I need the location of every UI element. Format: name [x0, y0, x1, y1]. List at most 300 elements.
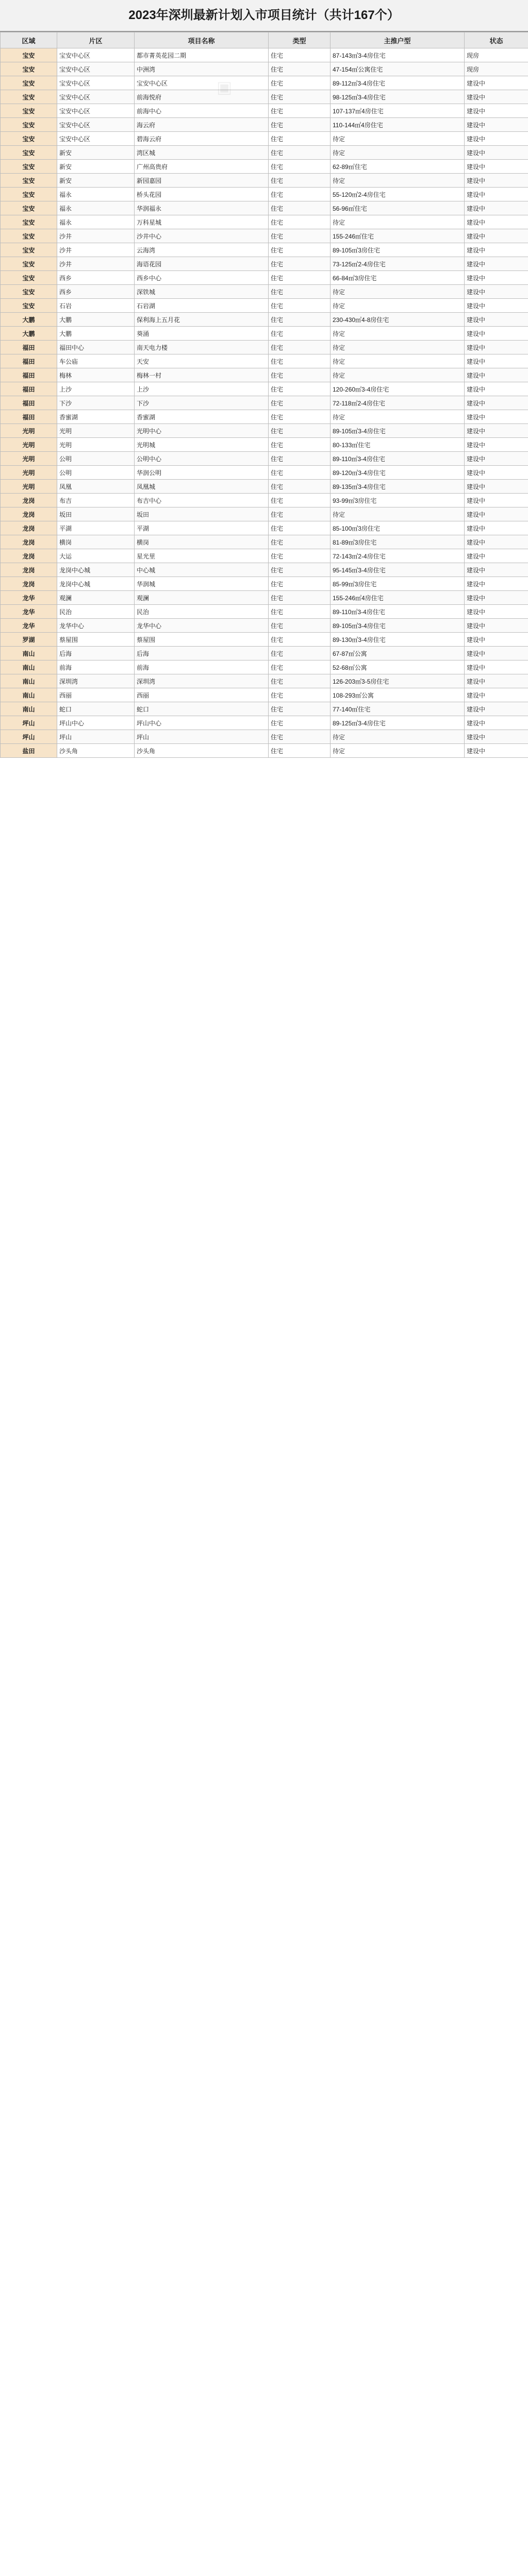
status-cell: 建设中	[465, 744, 528, 758]
region-cell: 大鹏	[1, 313, 57, 327]
units-cell: 72-118㎡2-4房住宅	[331, 396, 465, 410]
project-name-cell: 蔡屋围	[135, 633, 269, 647]
status-cell: 建设中	[465, 257, 528, 271]
status-cell: 建设中	[465, 480, 528, 494]
type-cell: 住宅	[269, 438, 331, 452]
project-name-cell: 坪山中心	[135, 716, 269, 730]
region-cell: 光明	[1, 452, 57, 466]
table-header-row	[1, 32, 528, 48]
status-cell: 建设中	[465, 605, 528, 619]
type-cell: 住宅	[269, 354, 331, 368]
area-cell: 龙岗中心城	[57, 563, 135, 577]
project-name-cell: 上沙	[135, 382, 269, 396]
table-row	[1, 591, 528, 605]
status-cell: 建设中	[465, 146, 528, 160]
region-cell: 龙华	[1, 591, 57, 605]
area-cell: 蔡屋围	[57, 633, 135, 647]
table-row	[1, 118, 528, 132]
area-cell: 香蜜湖	[57, 410, 135, 424]
area-cell: 沙井	[57, 229, 135, 243]
table-row	[1, 313, 528, 327]
units-cell: 89-105㎡3房住宅	[331, 243, 465, 257]
type-cell: 住宅	[269, 702, 331, 716]
area-cell: 宝安中心区	[57, 62, 135, 76]
project-name-cell: 沙井中心	[135, 229, 269, 243]
type-cell: 住宅	[269, 299, 331, 313]
col-region: 区域	[1, 32, 57, 48]
table-row	[1, 215, 528, 229]
status-cell: 建设中	[465, 660, 528, 674]
status-cell: 建设中	[465, 702, 528, 716]
region-cell: 龙岗	[1, 494, 57, 507]
region-cell: 宝安	[1, 215, 57, 229]
type-cell: 住宅	[269, 688, 331, 702]
type-cell: 住宅	[269, 368, 331, 382]
status-cell: 建设中	[465, 341, 528, 354]
area-cell: 观澜	[57, 591, 135, 605]
table-row	[1, 466, 528, 480]
region-cell: 南山	[1, 647, 57, 660]
status-cell: 建设中	[465, 577, 528, 591]
table-row	[1, 257, 528, 271]
type-cell: 住宅	[269, 730, 331, 744]
region-cell: 南山	[1, 688, 57, 702]
area-cell: 西乡	[57, 271, 135, 285]
project-name-cell: 前海中心	[135, 104, 269, 118]
status-cell: 建设中	[465, 549, 528, 563]
project-name-cell: 观澜	[135, 591, 269, 605]
units-cell: 126-203㎡3-5房住宅	[331, 674, 465, 688]
table-row	[1, 744, 528, 758]
units-cell: 待定	[331, 341, 465, 354]
table-row	[1, 48, 528, 62]
project-name-cell: 海云府	[135, 118, 269, 132]
project-name-cell: 下沙	[135, 396, 269, 410]
project-name-cell: 南天电力楼	[135, 341, 269, 354]
project-name-cell: 深铁城	[135, 285, 269, 299]
units-cell: 77-140㎡住宅	[331, 702, 465, 716]
area-cell: 西丽	[57, 688, 135, 702]
project-name-cell: 光明城	[135, 438, 269, 452]
project-name-cell: 华润城	[135, 577, 269, 591]
status-cell: 建设中	[465, 521, 528, 535]
project-name-cell: 后海	[135, 647, 269, 660]
type-cell: 住宅	[269, 341, 331, 354]
table-row	[1, 382, 528, 396]
units-cell: 93-99㎡3房住宅	[331, 494, 465, 507]
type-cell: 住宅	[269, 396, 331, 410]
region-cell: 宝安	[1, 90, 57, 104]
units-cell: 120-260㎡3-4房住宅	[331, 382, 465, 396]
project-name-cell: 龙华中心	[135, 619, 269, 633]
type-cell: 住宅	[269, 647, 331, 660]
region-cell: 罗湖	[1, 633, 57, 647]
units-cell: 89-110㎡3-4房住宅	[331, 605, 465, 619]
project-name-cell: 葵涌	[135, 327, 269, 341]
units-cell: 73-125㎡2-4房住宅	[331, 257, 465, 271]
project-name-cell: 海语花园	[135, 257, 269, 271]
table-row	[1, 188, 528, 201]
table-row	[1, 271, 528, 285]
units-cell: 待定	[331, 327, 465, 341]
area-cell: 宝安中心区	[57, 104, 135, 118]
area-cell: 民治	[57, 605, 135, 619]
project-name-cell: 前海悦府	[135, 90, 269, 104]
area-cell: 龙华中心	[57, 619, 135, 633]
units-cell: 待定	[331, 354, 465, 368]
area-cell: 龙岗中心城	[57, 577, 135, 591]
units-cell: 89-135㎡3-4房住宅	[331, 480, 465, 494]
table-row	[1, 605, 528, 619]
type-cell: 住宅	[269, 674, 331, 688]
project-name-cell: 万科星城	[135, 215, 269, 229]
units-cell: 155-246㎡住宅	[331, 229, 465, 243]
table-row	[1, 674, 528, 688]
region-cell: 宝安	[1, 48, 57, 62]
units-cell: 89-125㎡3-4房住宅	[331, 716, 465, 730]
region-cell: 南山	[1, 660, 57, 674]
type-cell: 住宅	[269, 563, 331, 577]
area-cell: 新安	[57, 174, 135, 188]
table-row	[1, 62, 528, 76]
status-cell: 建设中	[465, 535, 528, 549]
type-cell: 住宅	[269, 577, 331, 591]
project-name-cell: 天安	[135, 354, 269, 368]
status-cell: 建设中	[465, 201, 528, 215]
table-row	[1, 90, 528, 104]
status-cell: 建设中	[465, 188, 528, 201]
type-cell: 住宅	[269, 271, 331, 285]
units-cell: 待定	[331, 146, 465, 160]
area-cell: 光明	[57, 438, 135, 452]
region-cell: 南山	[1, 674, 57, 688]
area-cell: 下沙	[57, 396, 135, 410]
region-cell: 光明	[1, 424, 57, 438]
table-row	[1, 368, 528, 382]
table-row	[1, 243, 528, 257]
status-cell: 建设中	[465, 285, 528, 299]
type-cell: 住宅	[269, 327, 331, 341]
status-cell: 建设中	[465, 313, 528, 327]
units-cell: 87-143㎡3-4房住宅	[331, 48, 465, 62]
area-cell: 梅林	[57, 368, 135, 382]
table-row	[1, 424, 528, 438]
project-name-cell: 前海	[135, 660, 269, 674]
project-name-cell: 华润公明	[135, 466, 269, 480]
region-cell: 龙华	[1, 619, 57, 633]
status-cell: 建设中	[465, 396, 528, 410]
region-cell: 宝安	[1, 299, 57, 313]
project-name-cell: 中洲湾	[135, 62, 269, 76]
units-cell: 待定	[331, 730, 465, 744]
table-row	[1, 730, 528, 744]
area-cell: 坪山	[57, 730, 135, 744]
units-cell: 56-96㎡住宅	[331, 201, 465, 215]
units-cell: 待定	[331, 132, 465, 146]
area-cell: 沙井	[57, 257, 135, 271]
project-name-cell: 布吉中心	[135, 494, 269, 507]
area-cell: 新安	[57, 146, 135, 160]
units-cell: 89-130㎡3-4房住宅	[331, 633, 465, 647]
table-row	[1, 285, 528, 299]
region-cell: 宝安	[1, 174, 57, 188]
units-cell: 待定	[331, 368, 465, 382]
status-cell: 建设中	[465, 563, 528, 577]
table-row	[1, 299, 528, 313]
page-title: 2023年深圳最新计划入市项目统计（共计167个）	[0, 0, 528, 32]
status-cell: 建设中	[465, 90, 528, 104]
area-cell: 福田中心	[57, 341, 135, 354]
type-cell: 住宅	[269, 257, 331, 271]
project-name-cell: 宝安中心区	[135, 76, 269, 90]
type-cell: 住宅	[269, 619, 331, 633]
region-cell: 光明	[1, 438, 57, 452]
table-row	[1, 577, 528, 591]
region-cell: 宝安	[1, 285, 57, 299]
project-name-cell: 都市菁英花园二期	[135, 48, 269, 62]
units-cell: 85-99㎡3房住宅	[331, 577, 465, 591]
type-cell: 住宅	[269, 90, 331, 104]
area-cell: 宝安中心区	[57, 118, 135, 132]
area-cell: 石岩	[57, 299, 135, 313]
area-cell: 大运	[57, 549, 135, 563]
project-name-cell: 民治	[135, 605, 269, 619]
area-cell: 上沙	[57, 382, 135, 396]
units-cell: 89-120㎡3-4房住宅	[331, 466, 465, 480]
project-name-cell: 光明中心	[135, 424, 269, 438]
area-cell: 坂田	[57, 507, 135, 521]
table-row	[1, 494, 528, 507]
status-cell: 建设中	[465, 633, 528, 647]
region-cell: 宝安	[1, 243, 57, 257]
col-units: 主推户型	[331, 32, 465, 48]
project-name-cell: 横岗	[135, 535, 269, 549]
project-name-cell: 新园嘉园	[135, 174, 269, 188]
table-row	[1, 341, 528, 354]
region-cell: 宝安	[1, 118, 57, 132]
table-row	[1, 132, 528, 146]
table-row	[1, 716, 528, 730]
area-cell: 后海	[57, 647, 135, 660]
region-cell: 宝安	[1, 62, 57, 76]
table-row	[1, 688, 528, 702]
status-cell: 建设中	[465, 452, 528, 466]
project-name-cell: 广州高贵府	[135, 160, 269, 174]
project-name-cell: 坂田	[135, 507, 269, 521]
units-cell: 89-112㎡3-4房住宅	[331, 76, 465, 90]
status-cell: 建设中	[465, 688, 528, 702]
area-cell: 福永	[57, 215, 135, 229]
type-cell: 住宅	[269, 215, 331, 229]
status-cell: 建设中	[465, 674, 528, 688]
area-cell: 福永	[57, 201, 135, 215]
project-name-cell: 凤凰城	[135, 480, 269, 494]
units-cell: 待定	[331, 299, 465, 313]
status-cell: 现房	[465, 48, 528, 62]
units-cell: 107-137㎡4房住宅	[331, 104, 465, 118]
project-name-cell: 香蜜湖	[135, 410, 269, 424]
col-name: 项目名称	[135, 32, 269, 48]
units-cell: 67-87㎡公寓	[331, 647, 465, 660]
units-cell: 55-120㎡2-4房住宅	[331, 188, 465, 201]
type-cell: 住宅	[269, 313, 331, 327]
table-row	[1, 507, 528, 521]
table-row	[1, 396, 528, 410]
type-cell: 住宅	[269, 660, 331, 674]
area-cell: 凤凰	[57, 480, 135, 494]
region-cell: 福田	[1, 396, 57, 410]
table-row	[1, 174, 528, 188]
status-cell: 建设中	[465, 438, 528, 452]
region-cell: 宝安	[1, 76, 57, 90]
project-name-cell: 沙头角	[135, 744, 269, 758]
project-name-cell: 公明中心	[135, 452, 269, 466]
type-cell: 住宅	[269, 188, 331, 201]
table-row	[1, 535, 528, 549]
table-row	[1, 201, 528, 215]
status-cell: 建设中	[465, 243, 528, 257]
units-cell: 52-68㎡公寓	[331, 660, 465, 674]
units-cell: 47-154㎡公寓住宅	[331, 62, 465, 76]
type-cell: 住宅	[269, 744, 331, 758]
area-cell: 沙头角	[57, 744, 135, 758]
area-cell: 福永	[57, 188, 135, 201]
status-cell: 建设中	[465, 647, 528, 660]
region-cell: 宝安	[1, 257, 57, 271]
project-name-cell: 西丽	[135, 688, 269, 702]
type-cell: 住宅	[269, 382, 331, 396]
region-cell: 福田	[1, 410, 57, 424]
region-cell: 宝安	[1, 188, 57, 201]
status-cell: 建设中	[465, 229, 528, 243]
units-cell: 108-293㎡公寓	[331, 688, 465, 702]
region-cell: 南山	[1, 702, 57, 716]
project-name-cell: 平湖	[135, 521, 269, 535]
type-cell: 住宅	[269, 507, 331, 521]
col-type: 类型	[269, 32, 331, 48]
status-cell: 建设中	[465, 410, 528, 424]
area-cell: 大鹏	[57, 313, 135, 327]
project-name-cell: 石岩湖	[135, 299, 269, 313]
units-cell: 待定	[331, 744, 465, 758]
area-cell: 西乡	[57, 285, 135, 299]
type-cell: 住宅	[269, 410, 331, 424]
table-row	[1, 146, 528, 160]
area-cell: 大鹏	[57, 327, 135, 341]
area-cell: 深圳湾	[57, 674, 135, 688]
region-cell: 宝安	[1, 271, 57, 285]
area-cell: 公明	[57, 452, 135, 466]
region-cell: 龙岗	[1, 563, 57, 577]
region-cell: 坪山	[1, 730, 57, 744]
status-cell: 建设中	[465, 354, 528, 368]
area-cell: 布吉	[57, 494, 135, 507]
area-cell: 新安	[57, 160, 135, 174]
type-cell: 住宅	[269, 160, 331, 174]
units-cell: 待定	[331, 410, 465, 424]
region-cell: 坪山	[1, 716, 57, 730]
project-name-cell: 华润福永	[135, 201, 269, 215]
status-cell: 建设中	[465, 730, 528, 744]
region-cell: 盐田	[1, 744, 57, 758]
area-cell: 宝安中心区	[57, 132, 135, 146]
project-name-cell: 梅林一村	[135, 368, 269, 382]
table-row	[1, 660, 528, 674]
region-cell: 宝安	[1, 160, 57, 174]
units-cell: 81-89㎡3房住宅	[331, 535, 465, 549]
region-cell: 光明	[1, 466, 57, 480]
area-cell: 沙井	[57, 243, 135, 257]
region-cell: 宝安	[1, 132, 57, 146]
region-cell: 宝安	[1, 229, 57, 243]
area-cell: 宝安中心区	[57, 90, 135, 104]
table-row	[1, 563, 528, 577]
units-cell: 待定	[331, 174, 465, 188]
type-cell: 住宅	[269, 521, 331, 535]
status-cell: 建设中	[465, 104, 528, 118]
region-cell: 龙岗	[1, 535, 57, 549]
status-cell: 建设中	[465, 466, 528, 480]
type-cell: 住宅	[269, 494, 331, 507]
project-name-cell: 云海湾	[135, 243, 269, 257]
type-cell: 住宅	[269, 229, 331, 243]
type-cell: 住宅	[269, 243, 331, 257]
units-cell: 98-125㎡3-4房住宅	[331, 90, 465, 104]
type-cell: 住宅	[269, 466, 331, 480]
units-cell: 66-84㎡3房住宅	[331, 271, 465, 285]
project-name-cell: 碧海云府	[135, 132, 269, 146]
region-cell: 福田	[1, 341, 57, 354]
type-cell: 住宅	[269, 591, 331, 605]
area-cell: 光明	[57, 424, 135, 438]
project-name-cell: 湾区城	[135, 146, 269, 160]
type-cell: 住宅	[269, 549, 331, 563]
type-cell: 住宅	[269, 480, 331, 494]
status-cell: 建设中	[465, 174, 528, 188]
status-cell: 建设中	[465, 327, 528, 341]
region-cell: 大鹏	[1, 327, 57, 341]
project-name-cell: 西乡中心	[135, 271, 269, 285]
project-name-cell: 中心城	[135, 563, 269, 577]
table-row	[1, 354, 528, 368]
type-cell: 住宅	[269, 201, 331, 215]
project-name-cell: 桥头花园	[135, 188, 269, 201]
type-cell: 住宅	[269, 104, 331, 118]
table-row	[1, 452, 528, 466]
area-cell: 横岗	[57, 535, 135, 549]
region-cell: 宝安	[1, 201, 57, 215]
status-cell: 建设中	[465, 619, 528, 633]
type-cell: 住宅	[269, 132, 331, 146]
units-cell: 155-246㎡4房住宅	[331, 591, 465, 605]
region-cell: 龙岗	[1, 507, 57, 521]
project-name-cell: 保利海上五月花	[135, 313, 269, 327]
status-cell: 建设中	[465, 132, 528, 146]
table-row	[1, 327, 528, 341]
area-cell: 车公庙	[57, 354, 135, 368]
region-cell: 福田	[1, 382, 57, 396]
col-area: 片区	[57, 32, 135, 48]
status-cell: 建设中	[465, 591, 528, 605]
project-name-cell: 星光里	[135, 549, 269, 563]
status-cell: 建设中	[465, 382, 528, 396]
type-cell: 住宅	[269, 146, 331, 160]
region-cell: 龙岗	[1, 577, 57, 591]
units-cell: 85-100㎡3房住宅	[331, 521, 465, 535]
status-cell: 建设中	[465, 271, 528, 285]
status-cell: 建设中	[465, 215, 528, 229]
type-cell: 住宅	[269, 62, 331, 76]
